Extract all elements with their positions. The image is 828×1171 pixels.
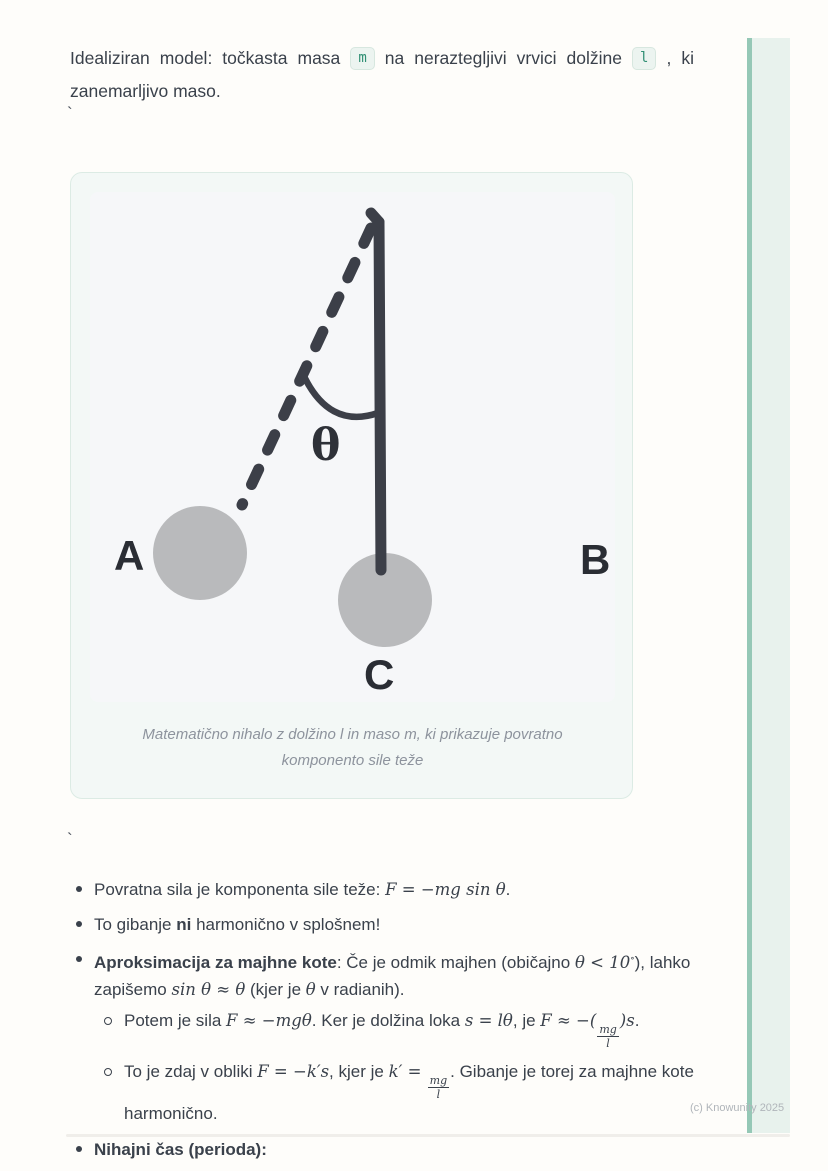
s1-text-3: , je — [512, 1011, 541, 1030]
stray-backtick-2: ` — [67, 830, 73, 849]
pendulum-pivot-hook — [371, 213, 379, 222]
label-a: A — [114, 532, 145, 579]
list-item-text — [94, 876, 750, 903]
stray-backtick-1: ` — [67, 104, 73, 123]
list-item — [74, 946, 750, 1003]
pendulum-cord-dashed — [242, 228, 371, 505]
b2-text-1: To gibanje — [94, 915, 177, 934]
fraction-mg-over-l — [597, 1024, 618, 1049]
bullet-list — [74, 876, 750, 1171]
inline-code-length: l — [632, 47, 656, 70]
intro-paragraph — [70, 42, 694, 108]
page-bottom-edge — [66, 1134, 790, 1137]
list-item — [74, 876, 750, 903]
s2-math-2: k′ = — [388, 1062, 427, 1081]
b3-math-1: θ < 10 — [574, 953, 631, 972]
angle-arc — [302, 372, 378, 417]
b3-bold: Aproksimacija za majhne kote — [94, 953, 337, 972]
fraction-denominator: l — [436, 1088, 441, 1101]
s1-text-2: . Ker je dolžina loka — [311, 1011, 465, 1030]
s1-math-2: s = lθ — [464, 1011, 513, 1030]
intro-text-2: na neraztegljivi vrvici dolžine — [384, 48, 622, 68]
intro-text-3: , ki zanemarljivo maso. — [70, 48, 694, 101]
figure-caption: Matematično nihalo z dolžino l in maso m, ki prikazuje povratno komponento sile teže — [142, 726, 563, 769]
list-item-text — [124, 1007, 750, 1049]
s2-text-1: To je zdaj v obliki — [124, 1062, 258, 1081]
fraction-numerator: mg — [429, 1074, 448, 1087]
b3-text-2: ), lahko zapišemo — [94, 953, 691, 999]
s1-text-1: Potem je sila — [124, 1011, 227, 1030]
degree-mark: ∘ — [630, 954, 635, 964]
pendulum-diagram-svg — [90, 192, 615, 702]
bullet-marker — [76, 921, 82, 927]
fraction-denominator: l — [606, 1037, 610, 1050]
list-item-text — [124, 1058, 750, 1127]
bullet-marker — [76, 886, 82, 892]
s2-text-3: . Gibanje je torej za majhne kote harmonično. — [124, 1062, 694, 1123]
list-item-text — [94, 911, 750, 938]
list-item-text — [94, 1136, 750, 1163]
sub-bullet-marker — [104, 1068, 112, 1076]
label-c: C — [364, 651, 395, 698]
pendulum-ball-a — [153, 506, 247, 600]
list-item-text — [94, 946, 750, 1003]
list-item — [74, 911, 750, 938]
fraction-numerator: mg — [599, 1023, 617, 1036]
sub-bullet-list — [102, 1007, 750, 1127]
list-item — [74, 1136, 750, 1163]
b3-math-3: θ — [305, 980, 316, 999]
pendulum-rod — [379, 222, 381, 570]
s1-math-3: F ≈ −( — [540, 1011, 597, 1030]
b1-text-2: . — [505, 880, 511, 899]
s1-text-4: . — [634, 1011, 640, 1030]
figure-card — [70, 172, 633, 799]
s2-math-1: F = −k′s — [257, 1062, 330, 1081]
bullet-marker — [76, 1146, 82, 1152]
sub-list-item — [102, 1058, 750, 1127]
sub-bullet-marker — [104, 1017, 112, 1025]
copyright-watermark: (c) Knowunity 2025 — [690, 1102, 785, 1114]
b1-math-1: F = −mg sin θ — [385, 880, 506, 899]
s1-math-1: F ≈ −mgθ — [226, 1011, 312, 1030]
fraction-mg-over-l — [428, 1075, 449, 1100]
theta-label: θ — [311, 420, 341, 471]
b4-bold: Nihajni čas (perioda): — [94, 1140, 267, 1159]
label-b: B — [580, 536, 611, 583]
bullet-marker — [76, 956, 82, 962]
pendulum-diagram — [90, 192, 615, 702]
b3-text-3: (kjer je — [245, 980, 306, 999]
inline-code-mass: m — [350, 47, 374, 70]
b3-text-1: : Če je odmik majhen (običajno — [336, 953, 575, 972]
b1-text-1: Povratna sila je komponenta sile teže: — [94, 880, 386, 899]
highlight-scroll-bar[interactable] — [747, 38, 790, 1133]
b2-bold: ni — [176, 915, 192, 934]
b2-text-2: harmonično v splošnem! — [191, 915, 381, 934]
intro-text-1: Idealiziran model: točkasta masa — [70, 48, 341, 68]
b3-math-2: sin θ ≈ θ — [171, 980, 246, 999]
s2-text-2: , kjer je — [329, 1062, 389, 1081]
s1-math-4: )s — [619, 1011, 635, 1030]
sub-list-item — [102, 1007, 750, 1049]
b3-text-4: v radianih). — [315, 980, 405, 999]
